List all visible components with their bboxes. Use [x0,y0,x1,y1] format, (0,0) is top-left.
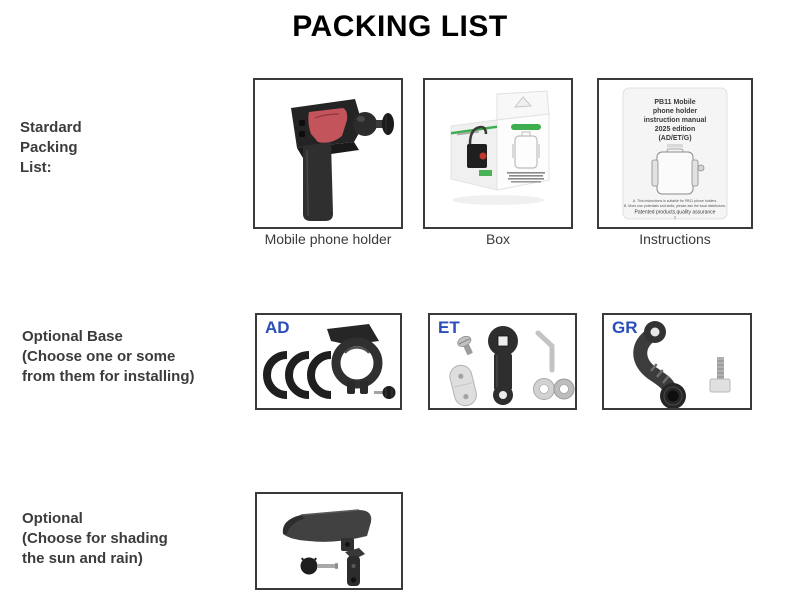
sun-rain-shade-photo [257,494,401,588]
caption-instructions: Instructions [639,231,711,247]
manual-footer: Patented products,quality assurance [634,209,716,216]
base-code-ad: AD [265,318,290,337]
item-box-instructions [597,78,753,229]
page-title: PACKING LIST [292,10,508,43]
mobile-phone-holder-photo [255,80,401,227]
item-box-mobile-phone-holder [253,78,403,229]
label-line: Optional [22,510,83,527]
standard-packing-label [20,118,140,178]
manual-page-number: 1 [673,214,677,220]
optional-base-label [22,327,262,387]
label-line: Stardard [20,119,82,136]
instruction-manual-photo [599,80,751,227]
base-code-gr: GR [612,318,638,337]
manual-title-line: instruction manual [643,117,707,124]
item-box-base-gr [602,313,752,410]
label-line: from them for installing) [22,368,195,385]
item-box-base-ad [255,313,402,410]
label-line: (Choose for shading [22,530,168,547]
base-code-et: ET [438,318,460,337]
item-box-retail-box [423,78,573,229]
label-line: (Choose one or some [22,348,176,365]
label-line: Optional Base [22,328,123,345]
caption-mobile-phone-holder: Mobile phone holder [264,231,392,247]
optional-shade-label [22,509,252,569]
item-box-shade [255,492,403,590]
retail-box-photo [425,80,571,227]
label-line: Packing [20,139,78,156]
manual-title-line: 2025 edition [654,126,696,133]
label-line: the sun and rain) [22,550,143,567]
manual-title-line: (AD/ET/G) [658,135,692,142]
manual-title-line: phone holder [652,108,698,115]
manual-note: A. This instructions is suitable for PB11 phone holders. [632,199,718,203]
item-box-base-et [428,313,577,410]
caption-box: Box [485,231,511,247]
label-line: List: [20,159,52,176]
manual-title-line: PB11 Mobile [654,99,696,106]
manual-note: B. More use potentials and skills, please ask the local distributors. [624,204,726,208]
